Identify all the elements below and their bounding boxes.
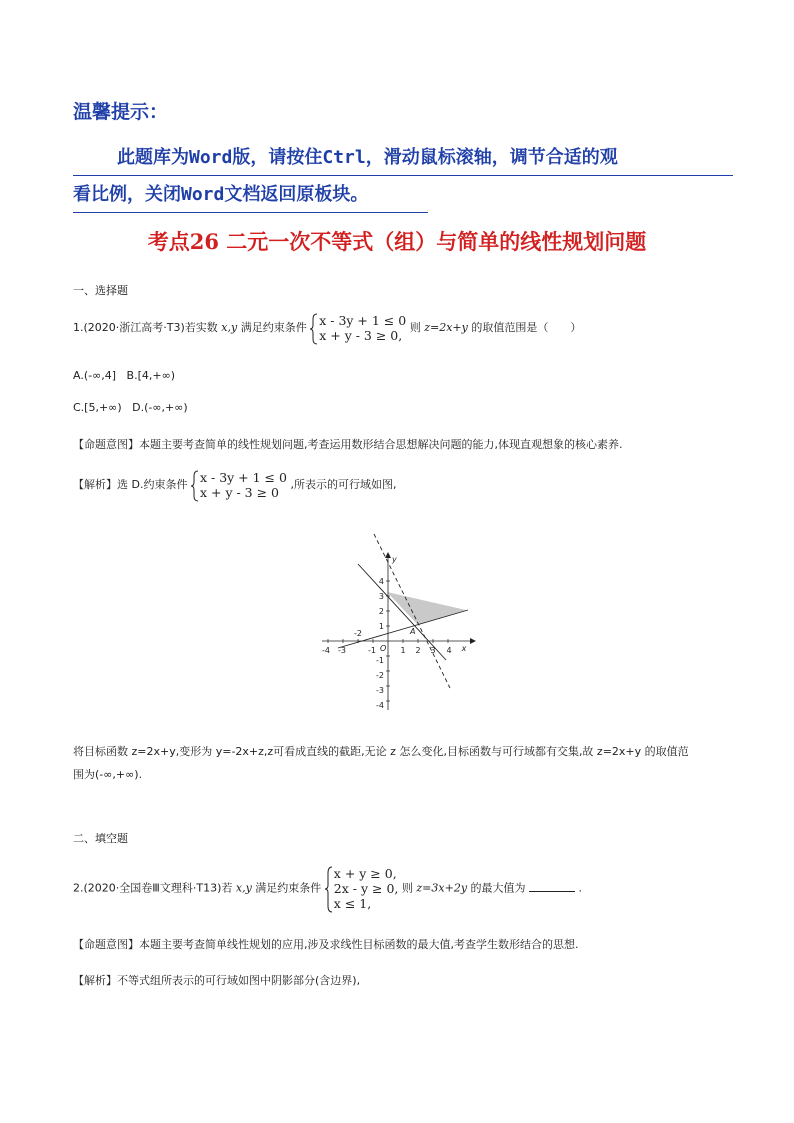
y-tick-label: -1 — [376, 656, 384, 665]
q2-end: . — [578, 881, 583, 895]
q2-prefix: 2.(2020·全国卷Ⅲ文理科·T13)若 — [73, 881, 233, 895]
brace-icon — [191, 470, 199, 502]
q2-ineq-3: x ≤ 1, — [333, 896, 372, 911]
answer-blank — [529, 891, 575, 892]
q1-options-row-1 — [73, 369, 175, 382]
y-tick-label: -2 — [376, 671, 384, 680]
page-title: 考点26 二元一次不等式（组）与简单的线性规划问题 — [147, 229, 647, 254]
y-tick-label: 1 — [378, 622, 384, 631]
q1-ineq-1: x - 3y + 1 ≤ 0 — [319, 313, 407, 328]
q1-ineq-2: x + y - 3 ≥ 0, — [319, 328, 403, 343]
origin-label: O — [380, 644, 387, 653]
x-tick-label: 4 — [446, 646, 452, 655]
feasible-region-graph — [318, 530, 478, 715]
x-tick-label: -1 — [368, 646, 376, 655]
q2-cond: 满足约束条件 — [255, 881, 322, 895]
tip-title: 温馨提示： — [73, 101, 169, 123]
q2-suffix: 的最大值为 — [470, 881, 526, 895]
q1-vars: x,y — [221, 321, 238, 334]
q1-sol-suffix: ,所表示的可行域如图, — [290, 478, 397, 491]
q2-then: 则 — [401, 881, 413, 895]
q1-system — [310, 313, 406, 343]
x-tick-label: 1 — [400, 646, 406, 655]
x-axis-arrow-icon — [470, 638, 476, 644]
q1-intent: 【命题意图】本题主要考查简单的线性规划问题,考查运用数形结合思想解决问题的能力,体现直观想象的核心素养. — [73, 438, 623, 451]
q1-then: 则 — [409, 321, 421, 334]
q1-conclusion-line-2: 围为(-∞,+∞). — [73, 768, 143, 781]
q1-cond: 满足约束条件 — [240, 321, 307, 334]
question-2 — [73, 866, 582, 911]
brace-icon — [325, 866, 333, 913]
y-tick-label: 2 — [378, 607, 384, 616]
q1-solution — [73, 470, 396, 500]
q2-ineq-2: 2x - y ≥ 0, — [333, 881, 399, 896]
y-tick-label: 3 — [378, 592, 384, 601]
x-tick-label: -2 — [354, 629, 362, 638]
option-b: B.[4,+∞) — [126, 369, 176, 382]
brace-icon — [310, 313, 318, 345]
q1-target: z=2x+y — [424, 321, 468, 334]
q1-sol-system — [191, 470, 287, 500]
q1-conclusion-line-1: 将目标函数 z=2x+y,变形为 y=-2x+z,z可看成直线的截距,无论 z 怎么变化,目标函数与可行域都有交集,故 z=2x+y 的取值范 — [73, 745, 689, 758]
y-axis-arrow-icon — [385, 552, 391, 558]
tip-line-1: 此题库为Word版，请按住Ctrl，滑动鼠标滚轴，调节合适的观 — [73, 139, 733, 176]
q1-prefix: 1.(2020·浙江高考·T3)若实数 — [73, 321, 218, 334]
x-axis-label: x — [461, 644, 467, 653]
x-tick-label: 3 — [430, 646, 436, 655]
q1-suffix: 的取值范围是（ ） — [471, 321, 582, 334]
option-a: A.(-∞,4] — [73, 369, 117, 382]
x-tick-label: 2 — [415, 646, 421, 655]
q2-system — [325, 866, 399, 911]
point-a-label: A — [410, 627, 416, 636]
q2-intent: 【命题意图】本题主要考查简单线性规划的应用,涉及求线性目标函数的最大值,考查学生数形结合的思想. — [73, 938, 579, 951]
section-heading-choice: 一、选择题 — [73, 284, 128, 297]
x-tick-label: -3 — [338, 646, 346, 655]
y-tick-label: -3 — [376, 686, 384, 695]
tip-line-2: 看比例，关闭Word文档返回原板块。 — [73, 176, 428, 213]
q2-vars: x,y — [235, 881, 252, 895]
y-tick-label: 4 — [378, 577, 384, 586]
q2-ineq-1: x + y ≥ 0, — [333, 866, 397, 881]
option-d: D.(-∞,+∞) — [132, 401, 188, 414]
y-axis-label: y — [392, 555, 397, 564]
q1-options-row-2 — [73, 401, 188, 414]
q1-sol-prefix: 【解析】选 D.约束条件 — [73, 478, 188, 491]
y-tick-label: -4 — [376, 701, 384, 710]
q1-sol-ineq-1: x - 3y + 1 ≤ 0 — [199, 470, 287, 485]
section-heading-fill: 二、填空题 — [73, 832, 128, 845]
question-1 — [73, 313, 581, 343]
x-tick-label: -4 — [322, 646, 330, 655]
tip-body — [73, 139, 733, 213]
q1-sol-ineq-2: x + y - 3 ≥ 0 — [199, 485, 279, 500]
option-c: C.[5,+∞) — [73, 401, 122, 414]
q2-target: z=3x+2y — [416, 881, 468, 895]
q2-solution: 【解析】不等式组所表示的可行域如图中阴影部分(含边界), — [73, 974, 361, 987]
